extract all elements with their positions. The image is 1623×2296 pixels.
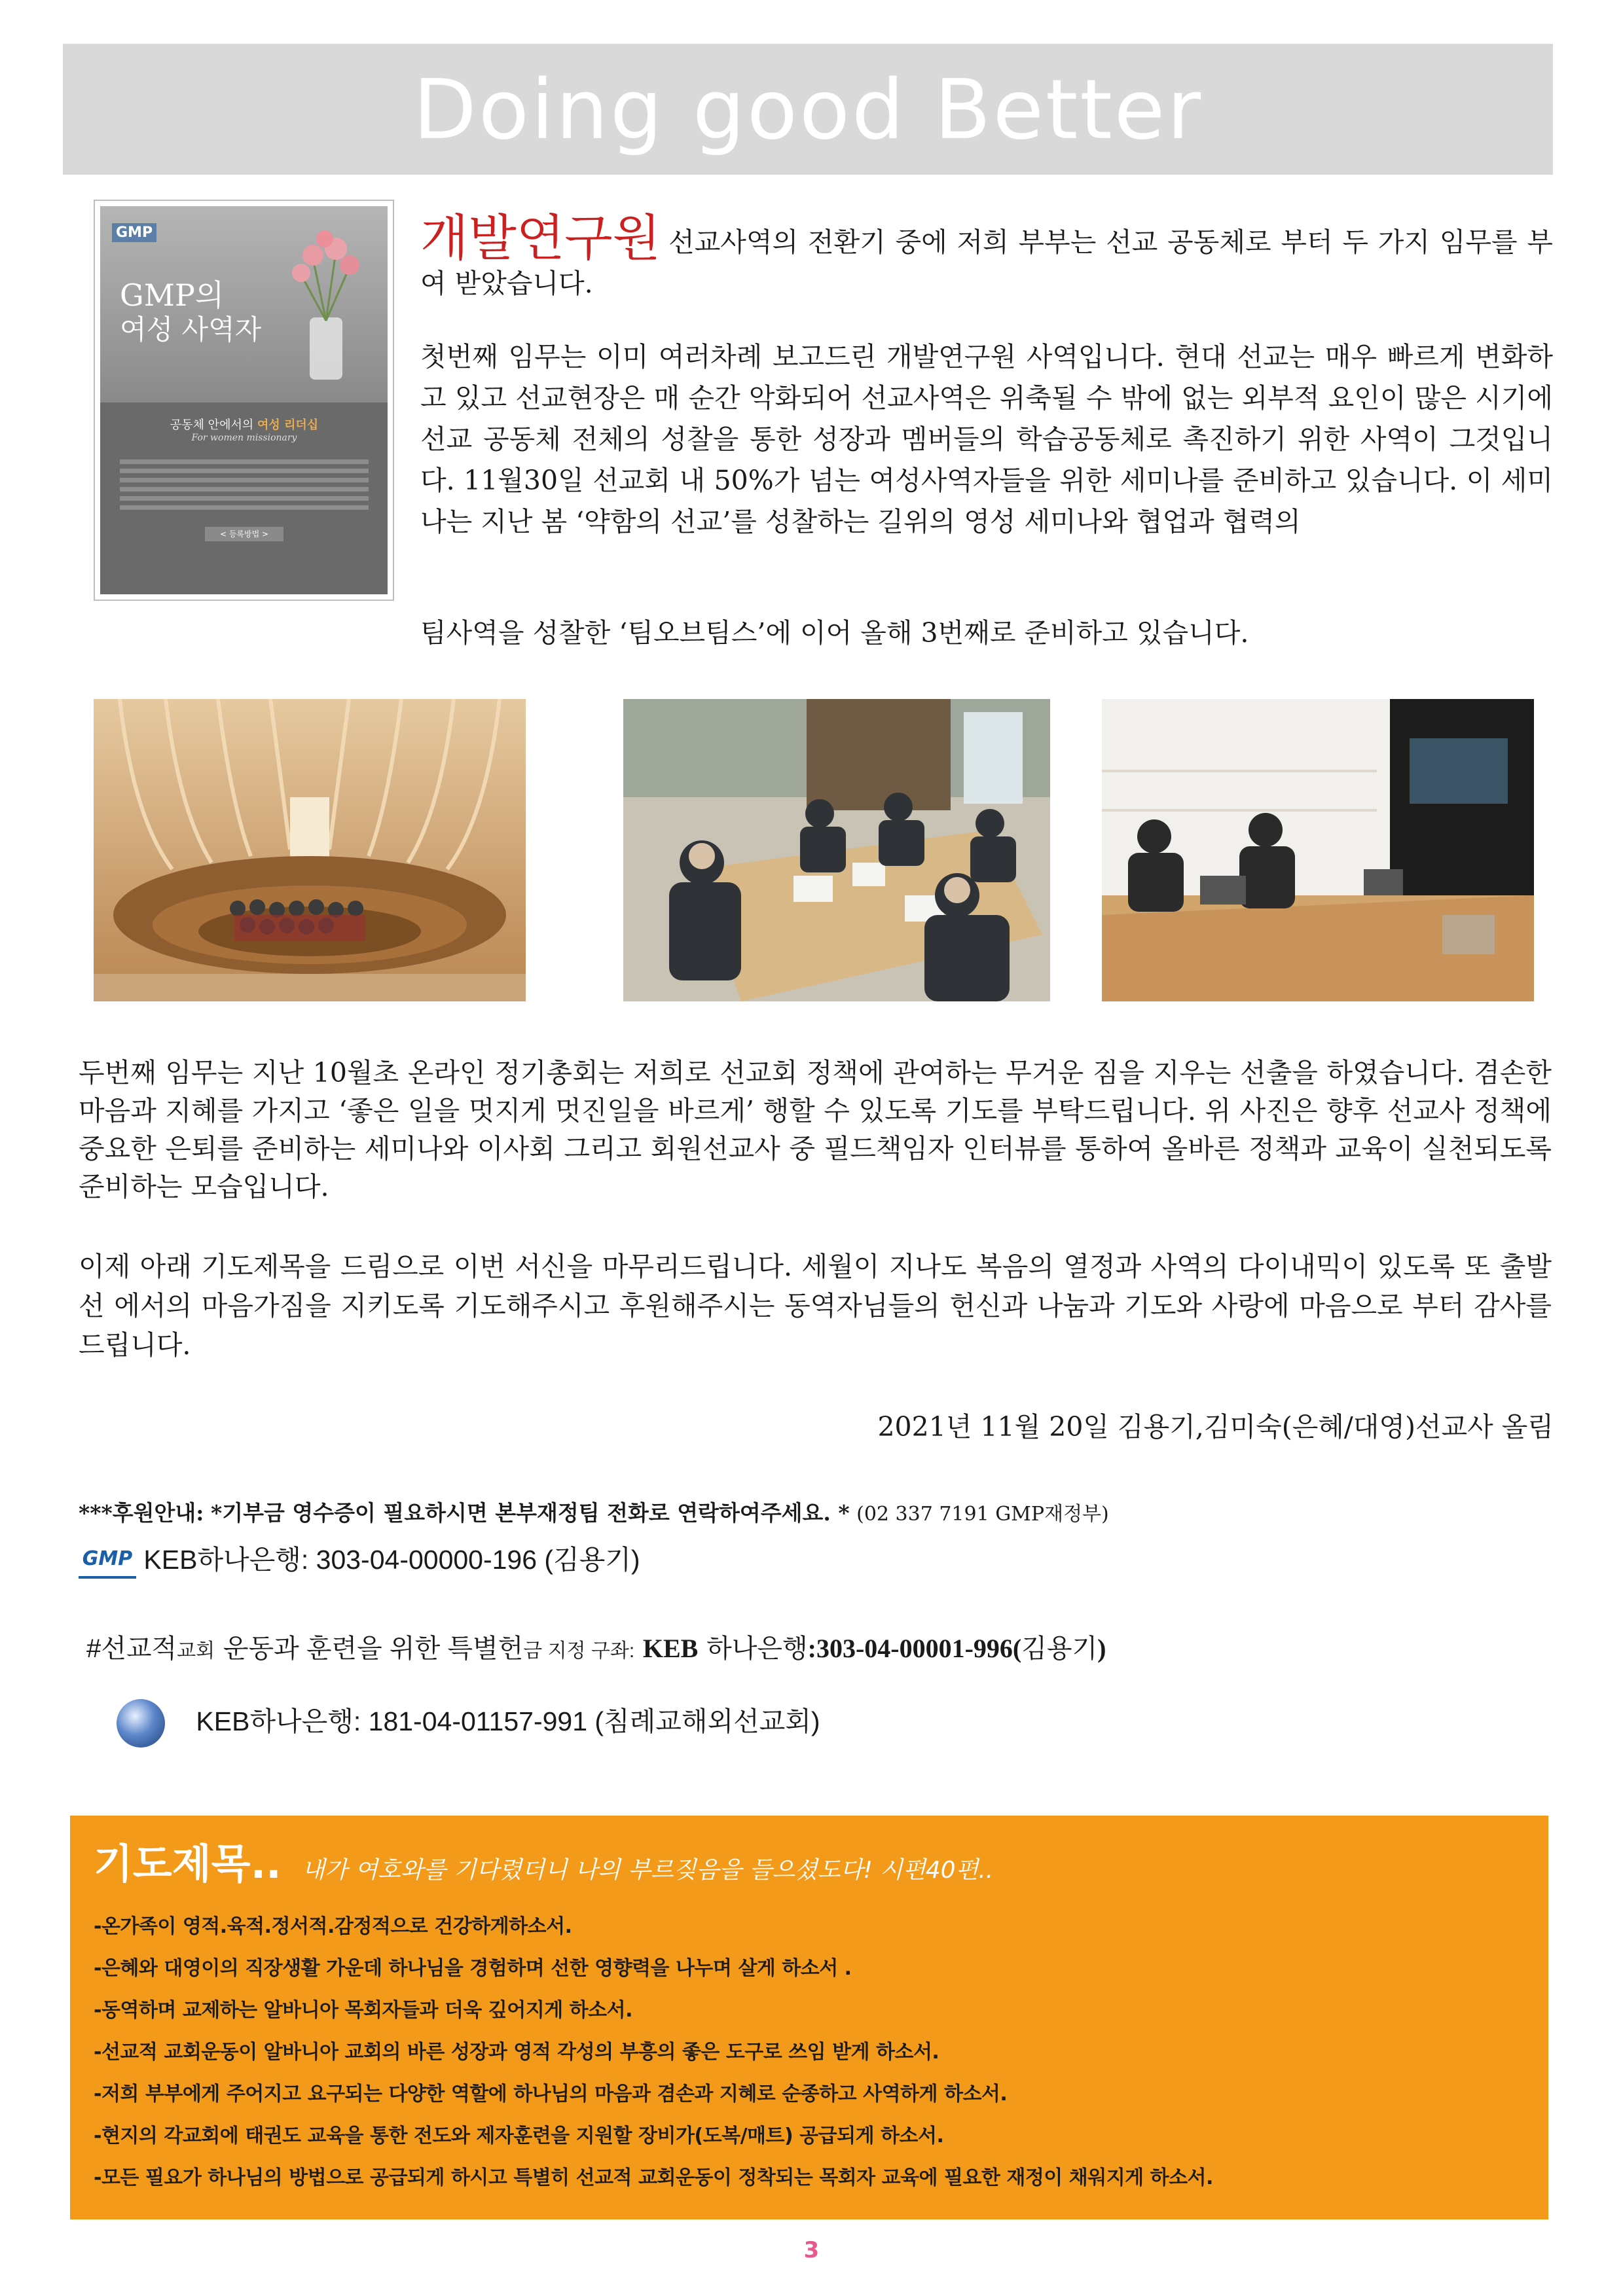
poster-text-lines: [120, 455, 369, 514]
account-special-offering: [86, 1628, 1106, 1665]
page-title: Doing good Better: [412, 61, 1203, 158]
prayer-item: -온가족이 영적.육적.정서적.감정적으로 건강하게하소서.: [94, 1915, 572, 1938]
header-bar: [63, 44, 1553, 175]
prayer-heading: [94, 1838, 1525, 1897]
donation-notice-text: *기부금 영수증이 필요하시면 본부재정팀 전화로 연락하여주세요. *: [210, 1500, 850, 1526]
flower-vase-icon: [287, 219, 365, 383]
intro-headline: 개발연구원: [420, 209, 661, 267]
account-baptist-text: KEB하나은행: 181-04-01157-991 (침례교해외선교회): [196, 1706, 820, 1736]
video-interview-photo: [1102, 699, 1534, 1001]
prayer-item: -선교적 교회운동이 알바니아 교회의 바른 성장과 영적 각성의 부흥의 좋은 도구로 쓰임 받게 하소서.: [94, 2041, 939, 2064]
acct2-bank: KEB: [642, 1634, 699, 1663]
prayer-item: -저희 부부에게 주어지고 요구되는 다양한 역할에 하나님의 마음과 겸손과 지혜로 순종하고 사역하게 하소서.: [94, 2083, 1008, 2106]
acct2-church: 교회: [177, 1640, 215, 1662]
paragraph-closing: 이제 아래 기도제목을 드림으로 이번 서신을 마무리드립니다. 세월이 지나도 복음의 열정과 사역의 다이내믹이 있도록 또 출발 선 에서의 마음가짐을 지키도록 기도해주시고 후원해주시는 동역자님들의 헌신과 나눔과 기도와 사랑에 마음으로 부터 감사를 드립니다.: [79, 1251, 1552, 1361]
signature: 2021년 11월 20일 김용기,김미숙(은혜/대영)선교사 올림: [877, 1411, 1554, 1443]
donation-notice: [79, 1499, 1109, 1529]
account-baptist: [117, 1699, 820, 1748]
prayer-title: 기도제목..: [94, 1840, 282, 1888]
acct2-close: ): [1097, 1634, 1106, 1663]
poster-register-label: < 등록방법 >: [205, 527, 283, 541]
gmp-logo-icon: GMP: [79, 1545, 136, 1579]
poster-title-line1: GMP의: [120, 278, 225, 313]
globe-logo-icon: [117, 1699, 165, 1748]
prayer-box: [70, 1816, 1548, 2219]
poster-heading-prefix: 공동체 안에서의: [170, 418, 254, 432]
acct2-name: 김용기: [1021, 1634, 1098, 1663]
meeting-table-photo: [623, 699, 1050, 1001]
donation-notice-phone: (02 337 7191 GMP재정부): [856, 1503, 1109, 1526]
church-group-photo: [94, 699, 526, 1001]
prayer-item: -은혜와 대영이의 직장생활 가운데 하나님을 경험하며 선한 영향력을 나누며 살게 하소서 .: [94, 1957, 852, 1980]
page-number: 3: [803, 2237, 820, 2263]
intro-paragraph: [420, 209, 1553, 304]
acct2-bank2: 하나은행: [706, 1634, 808, 1663]
paragraph-first-mission-last-line: 팀사역을 성찰한 ‘팀오브팀스’에 이어 올해 3번째로 준비하고 있습니다.: [420, 617, 1249, 649]
poster-logo: GMP: [112, 223, 156, 242]
acct2-prefix: #선교적: [86, 1634, 177, 1663]
poster-heading-highlight: 여성 리더십: [257, 418, 319, 432]
acct2-small: 금 지정 구좌:: [523, 1640, 635, 1662]
acct2-mid: 운동과 훈련을 위한 특별헌: [223, 1634, 524, 1663]
prayer-list: [94, 1906, 1525, 2199]
poster-heading: [113, 416, 375, 433]
paragraph-second-mission: 두번째 임무는 지난 10월초 온라인 정기총회는 저희로 선교회 정책에 관여하는 무거운 짐을 지우는 선출을 하였습니다. 겸손한 마음과 지혜를 가지고 ‘좋은 일을 멋지게 멋진일을 바르게’ 행할 수 있도록 기도를 부탁드립니다. 위 사진은 향후 선교사 정책에 중요한 은퇴를 준비하는 세미나와 이사회 그리고 회원선교사 중 필드책임자 인터뷰를 통하여 올바른 정책과 교육이 실천되도록 준비하는 모습입니다.: [79, 1057, 1552, 1202]
intro-text: 선교사역의 전환기 중에 저희 부부는 선교 공동체로 부터 두 가지 임무를 부여 받았습니다.: [420, 226, 1553, 299]
poster-image: [94, 200, 394, 601]
poster-title-line2: 여성 사역자: [120, 314, 262, 346]
account-gmp: [79, 1538, 640, 1579]
account-gmp-text: KEB하나은행: 303-04-00000-196 (김용기): [143, 1545, 640, 1575]
paragraph-first-mission: 첫번째 임무는 이미 여러차례 보고드린 개발연구원 사역입니다. 현대 선교는 매우 빠르게 변화하고 있고 선교현장은 매 순간 악화되어 선교사역은 위축될 수 밖에 없는 외부적 요인이 많은 시기에 선교 공동체 전체의 성찰을 통한 성장과 멤버들의 학습공동체로 촉진하기 위한 사역이 그것입니다. 11월30일 선교회 내 50%가 넘는 여성사역자들을 위한 세미나를 준비하고 있습니다. 이 세미나는 지난 봄 ‘약함의 선교’를 성찰하는 길위의 영성 세미나와 협업과 협력의: [420, 341, 1553, 537]
poster-english: For women missionary: [191, 433, 297, 443]
prayer-item: -모든 필요가 하나님의 방법으로 공급되게 하시고 특별히 선교적 교회운동이 정착되는 목회자 교육에 필요한 재정이 채워지게 하소서.: [94, 2166, 1213, 2189]
donation-notice-label: ***후원안내:: [79, 1500, 204, 1526]
prayer-item: -현지의 각교회에 태권도 교육을 통한 전도와 제자훈련을 지원할 장비가(도복/매트) 공급되게 하소서.: [94, 2125, 944, 2147]
prayer-item: -동역하며 교제하는 알바니아 목회자들과 더욱 깊어지게 하소서.: [94, 1999, 632, 2022]
prayer-verse: 내가 여호와를 기다렸더니 나의 부르짖음을 들으셨도다! 시편40편..: [302, 1857, 994, 1884]
acct2-number: :303-04-00001-996(: [807, 1634, 1022, 1663]
